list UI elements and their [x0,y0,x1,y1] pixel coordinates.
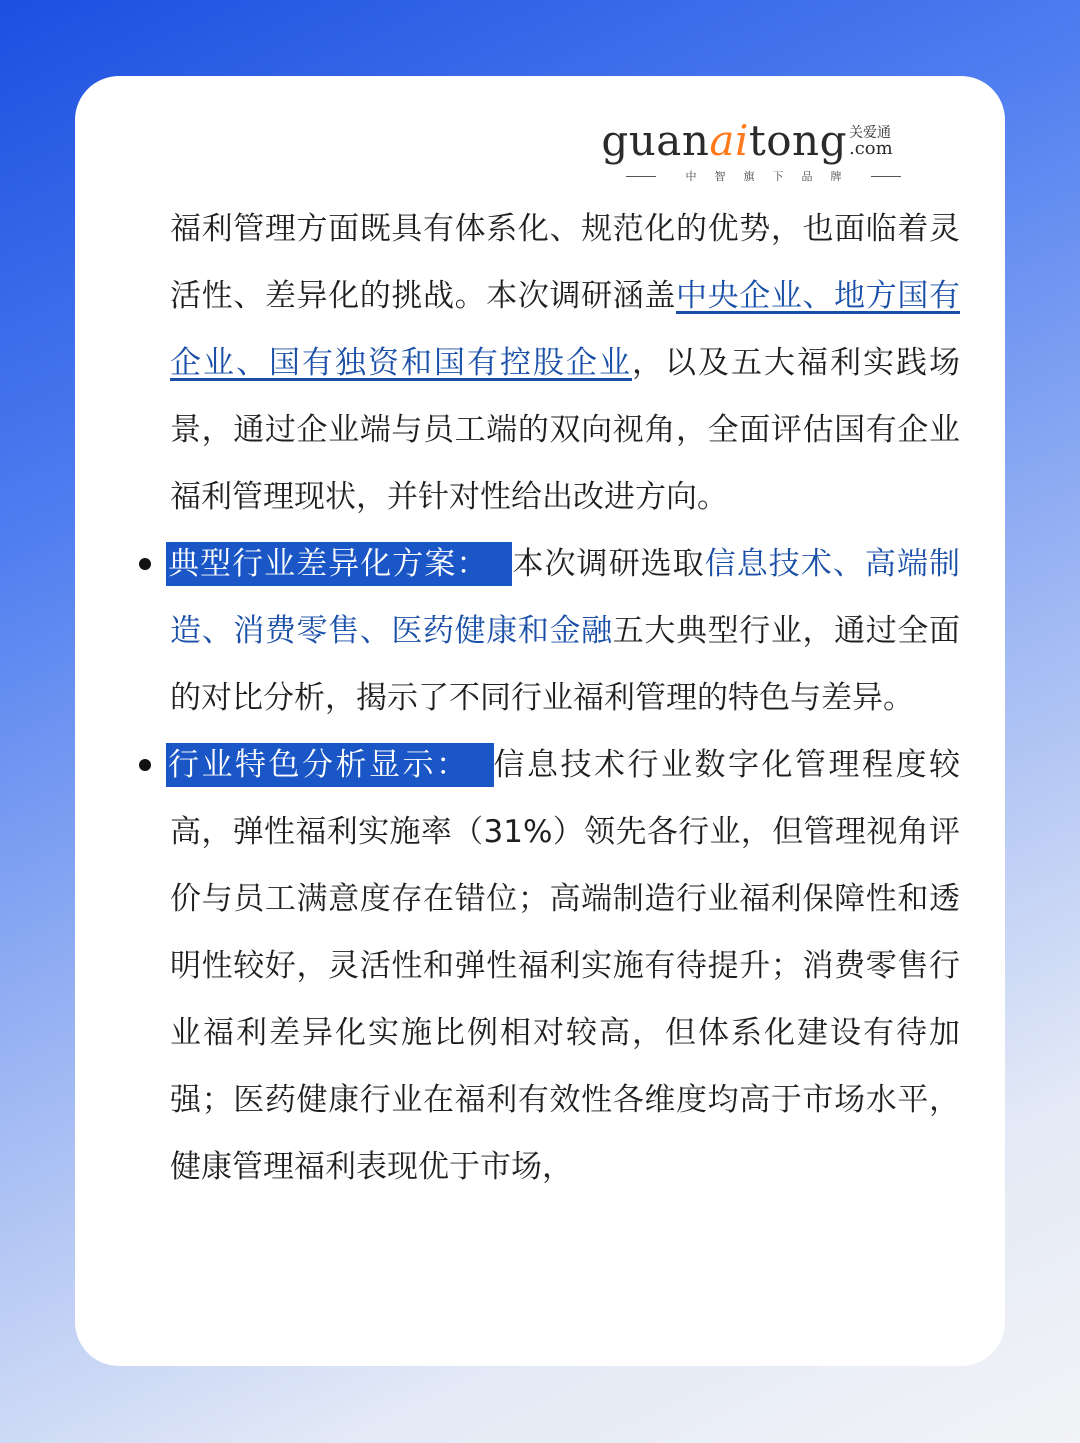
tagline-rule-right [871,176,901,177]
bullet-dot-icon [139,558,151,570]
article-body [170,196,960,1201]
enterprise-types-link[interactable]: 中央企业、地方国有企业、国有独资和国有控股企业 [170,278,960,381]
tagline-rule-left [626,176,656,177]
logo-cn-mark: 关爱通 .com [849,125,893,159]
intro-paragraph: 福利管理方面既具有体系化、规范化的优势，也面临着灵活性、差异化的挑战。本次调研涵盖中央企业、地方国有企业、国有独资和国有控股企业，以及五大福利实践场景，通过企业端与员工端的双向视角，全面评估国有企业福利管理现状，并针对性给出改进方向。 [170,211,960,515]
brand-logo [601,114,953,184]
bullet-industry-analysis: 行业特色分析显示： 信息技术行业数字化管理程度较高，弹性福利实施率（31%）领先各行业，但管理视角评价与员工满意度存在错位；高端制造行业福利保障性和透明性较好，灵活性和弹性福利实施有待提升；消费零售行业福利差异化实施比例相对较高，但体系化建设有待加强；医药健康行业在福利有效性各维度均高于市场水平，健康管理福利表现优于市场， [170,732,960,1201]
logo-tagline: 中智旗下品牌 [626,168,901,184]
bullet-heading: 行业特色分析显示： [166,743,494,787]
bullet-industry-solutions: 典型行业差异化方案： 本次调研选取信息技术、高端制造、消费零售、医药健康和金融五大典型行业，通过全面的对比分析，揭示了不同行业福利管理的特色与差异。 [170,531,960,732]
industries-highlight: 信息技术、高端制造、消费零售、医药健康和金融 [170,546,961,649]
bullet-dot-icon [139,759,151,771]
content-card [75,76,1005,1366]
bullet-heading: 典型行业差异化方案： [166,542,512,586]
logo-wordmark: guanaitong [601,116,847,165]
